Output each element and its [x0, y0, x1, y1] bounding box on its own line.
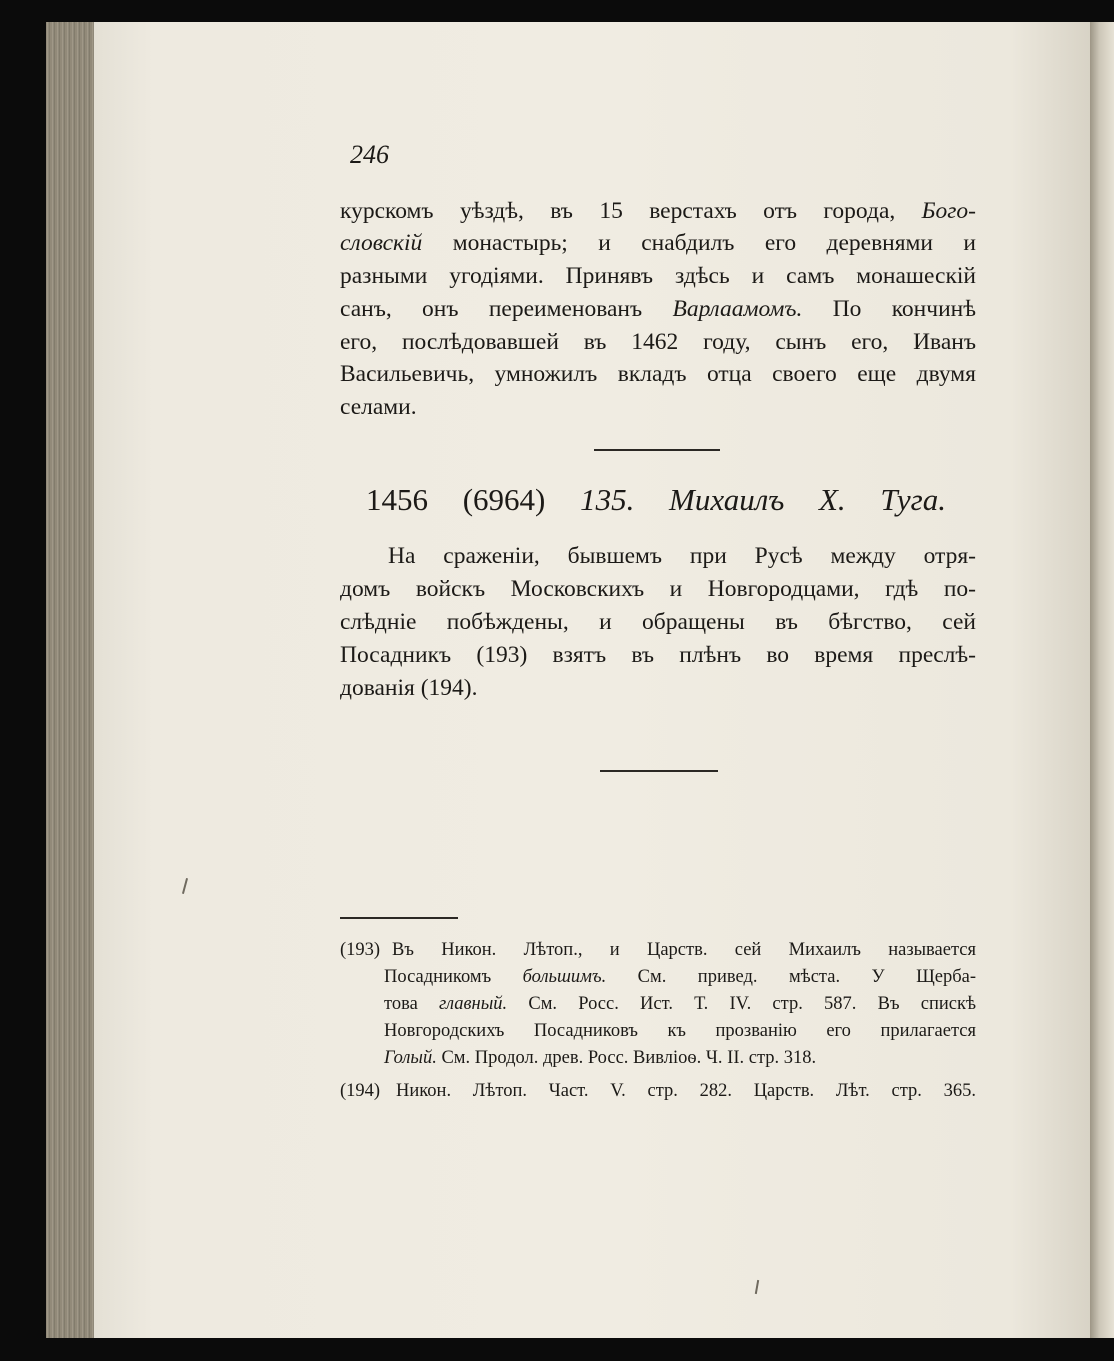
- text-run: См. Росс. Ист. Т. IV. стр. 587. Въ спискѣ: [507, 994, 976, 1014]
- entry-heading: [366, 482, 946, 518]
- section-line: дованія (194).: [340, 675, 478, 701]
- page-number: 246: [350, 140, 389, 169]
- footnote-line: [384, 1048, 976, 1069]
- text-run: санъ, онъ переименованъ: [340, 296, 673, 322]
- footnote-mark: (193): [340, 940, 381, 960]
- section-divider: [594, 449, 720, 451]
- footnote-line: [396, 1081, 976, 1102]
- text-run: См. привед. мѣста. У Щерба-: [606, 967, 976, 987]
- body-line: [340, 230, 976, 257]
- text-run: Новгородскихъ Посадниковъ къ прозванію его прилагается: [384, 1021, 976, 1041]
- footnote-line: [384, 1021, 976, 1042]
- footnote-mark: (194): [340, 1081, 381, 1101]
- footnote-line: [384, 994, 976, 1015]
- footnote-line: [384, 967, 976, 988]
- text-run: разными угодіями. Принявъ здѣсь и самъ монашескій: [340, 263, 976, 289]
- book-page-edge: [46, 22, 94, 1338]
- text-run: См. Продол. древ. Росс. Вивліоѳ. Ч. II. стр. 318.: [436, 1048, 817, 1068]
- body-line: [340, 329, 976, 356]
- footnote-line: [392, 940, 976, 961]
- section-divider: [600, 770, 718, 772]
- body-line: [340, 198, 976, 225]
- italic-run: словскій: [340, 230, 423, 256]
- italic-run: Голый.: [384, 1048, 437, 1068]
- section-line: На сраженіи, бывшемъ при Русѣ между отря-: [388, 543, 976, 569]
- body-line: [340, 394, 976, 421]
- footnote-separator: [340, 917, 458, 919]
- text-run: монастырь; и снабдилъ его деревнями и: [422, 230, 976, 256]
- text-run: Въ Никон. Лѣтоп., и Царств. сей Михаилъ называется: [392, 940, 976, 960]
- text-run: това: [384, 994, 440, 1014]
- body-line: [340, 263, 976, 290]
- entry-heading-title: 135. Михаилъ Х. Туга.: [580, 482, 946, 517]
- section-line: Посадникъ (193) взятъ въ плѣнъ во время прeслѣ-: [340, 642, 976, 668]
- section-line: домъ войскъ Московскихъ и Новгородцами, гдѣ по-: [340, 576, 976, 602]
- facing-page-edge: [1090, 22, 1114, 1338]
- italic-run: Бого-: [921, 198, 976, 224]
- text-run: селами.: [340, 394, 417, 420]
- text-run: Васильевичь, умножилъ вкладъ отца своего еще двумя: [340, 361, 976, 387]
- text-run: Посадникомъ: [384, 967, 523, 987]
- body-line: [340, 296, 976, 323]
- entry-heading-year: 1456 (6964): [366, 482, 581, 517]
- text-run: его, послѣдовавшей въ 1462 году, сынъ его, Иванъ: [340, 329, 976, 355]
- body-line: [340, 361, 976, 388]
- italic-run: большимъ.: [522, 967, 607, 987]
- italic-run: Варлаамомъ.: [672, 296, 803, 322]
- text-run: курскомъ уѣздѣ, въ 15 верстахъ отъ города,: [340, 198, 922, 224]
- text-run: Никон. Лѣтоп. Част. V. стр. 282. Царств. Лѣт. стр. 365.: [396, 1081, 976, 1101]
- text-run: По кончинѣ: [802, 296, 976, 322]
- section-line: слѣдніе побѣждены, и обращены въ бѣгство, сей: [340, 609, 976, 635]
- italic-run: главный.: [439, 994, 508, 1014]
